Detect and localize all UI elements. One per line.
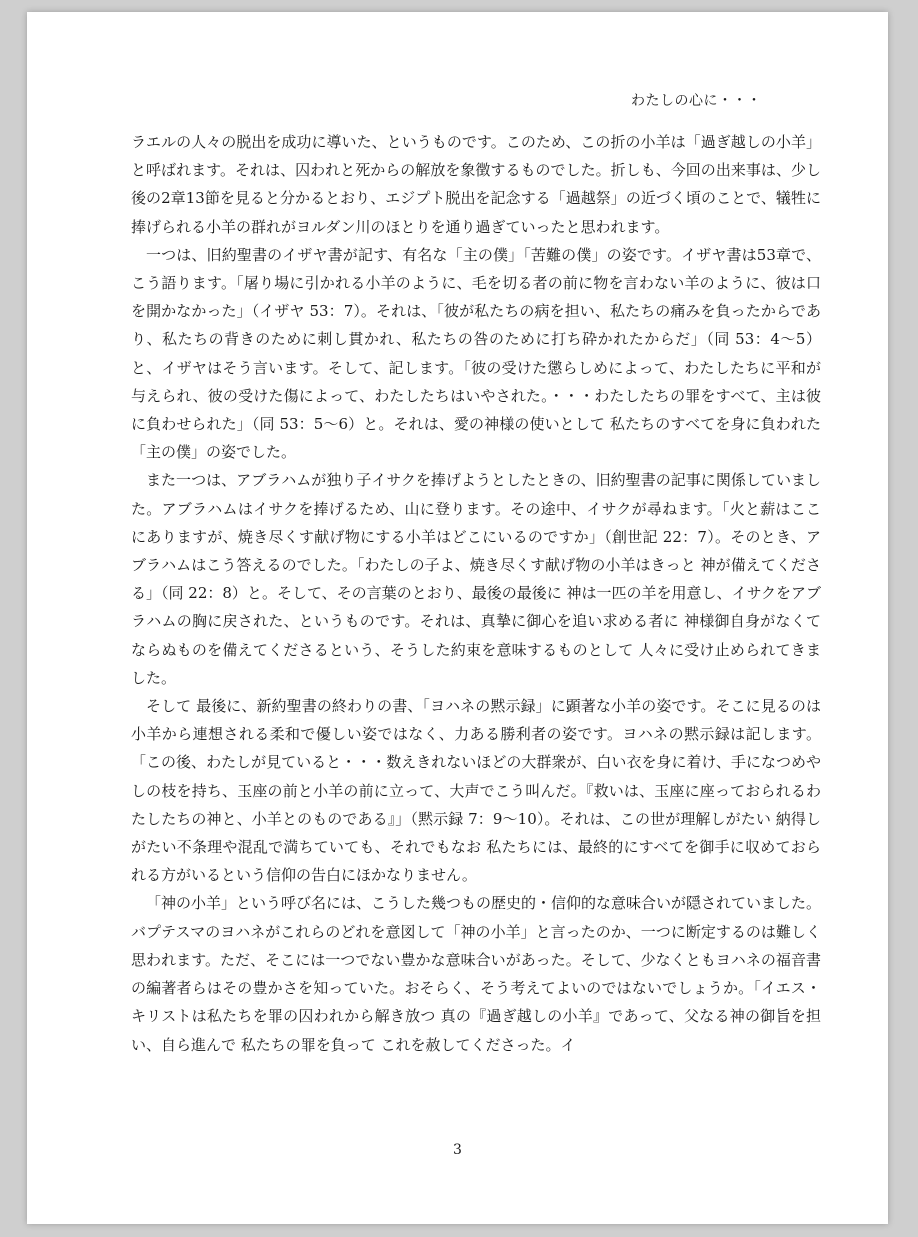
paragraph: ラエルの人々の脱出を成功に導いた、というものです。このため、この折の小羊は「過ぎ越しの小羊」と呼ばれます。それは、囚われと死からの解放を象徴するものでした。折しも、今回の出来事は、少し後の2章13節を見ると分かるとおり、エジプト脱出を記念する「過越祭」の近づく頃のことで、犠牲に捧げられる小羊の群れがヨルダン川のほとりを通り過ぎていったと思われます。 — [131, 133, 821, 236]
paragraph: 一つは、旧約聖書のイザヤ書が記す、有名な「主の僕」「苦難の僕」の姿です。イザヤ書は53章で、こう語ります。「屠り場に引かれる小羊のように、毛を切る者の前に物を言わない羊のように、彼は口を開かなかった」（イザヤ 53：7）。それは、「彼が私たちの病を担い、私たちの痛みを負ったからであり、私たちの背きのために刺し貫かれ、私たちの咎のために打ち砕かれたからだ」（同 53：4〜5）と、イザヤはそう言います。そして、記します。「彼の受けた懲らしめによって、わたしたちに平和が与えられ、彼の受けた傷によって、わたしたちはいやされた。・・・わたしたちの罪をすべて、主は彼に負わせられた」（同 53：5〜6）と。それは、愛の神様の使いとして 私たちのすべてを身に負われた「主の僕」の姿でした。 — [131, 245, 821, 462]
page-number: 3 — [453, 1142, 462, 1158]
paragraph: また一つは、アブラハムが独り子イサクを捧げようとしたときの、旧約聖書の記事に関係していました。アブラハムはイサクを捧げるため、山に登ります。その途中、イサクが尋ねます。「火と薪はここにありますが、焼き尽くす献げ物にする小羊はどこにいるのですか」（創世記 22：7）。そのとき、アブラハムはこう答えるのでした。「わたしの子よ、焼き尽くす献げ物の小羊はきっと 神が備えてくださる」（同 22：8）と。そして、その言葉のとおり、最後の最後に 神は一匹の羊を用意し、イサクをアブラハムの胸に戻された、というものです。それは、真摯に御心を追い求める者に 神様御自身がなくてならぬものを備えてくださるという、そうした約束を意味するものとして 人々に受け止められてきました。 — [131, 471, 821, 687]
document-page — [27, 12, 888, 1224]
paragraph: 「神の小羊」という呼び名には、こうした幾つもの歴史的・信仰的な意味合いが隠されていました。バプテスマのヨハネがこれらのどれを意図して「神の小羊」と言ったのか、一つに断定するのは難しく思われます。ただ、そこには一つでない豊かな意味合いがあった。そして、少なくともヨハネの福音書の編著者らはその豊かさを知っていた。おそらく、そう考えてよいのではないでしょうか。「イエス・キリストは私たちを罪の囚われから解き放つ 真の『過ぎ越しの小羊』であって、父なる神の御旨を担い、自ら進んで 私たちの罪を負って これを赦してくださった。イ — [131, 894, 822, 1054]
paragraph: そして 最後に、新約聖書の終わりの書、「ヨハネの黙示録」に顕著な小羊の姿です。そこに見るのは 小羊から連想される柔和で優しい姿ではなく、力ある勝利者の姿です。ヨハネの黙示録は記します。「この後、わたしが見ていると・・・数えきれないほどの大群衆が、白い衣を身に着け、手になつめやしの枝を持ち、玉座の前と小羊の前に立って、大声でこう叫んだ。『救いは、玉座に座っておられるわたしたちの神と、小羊とのものである』」（黙示録 7：9〜10）。それは、この世が理解しがたい 納得しがたい不条理や混乱で満ちていても、それでもなお 私たちには、最終的にすべてを御手に収めておられる方がいるという信仰の告白にほかなりません。 — [131, 697, 821, 885]
body-text — [131, 128, 821, 1059]
running-header: わたしの心に・・・ — [631, 93, 762, 109]
